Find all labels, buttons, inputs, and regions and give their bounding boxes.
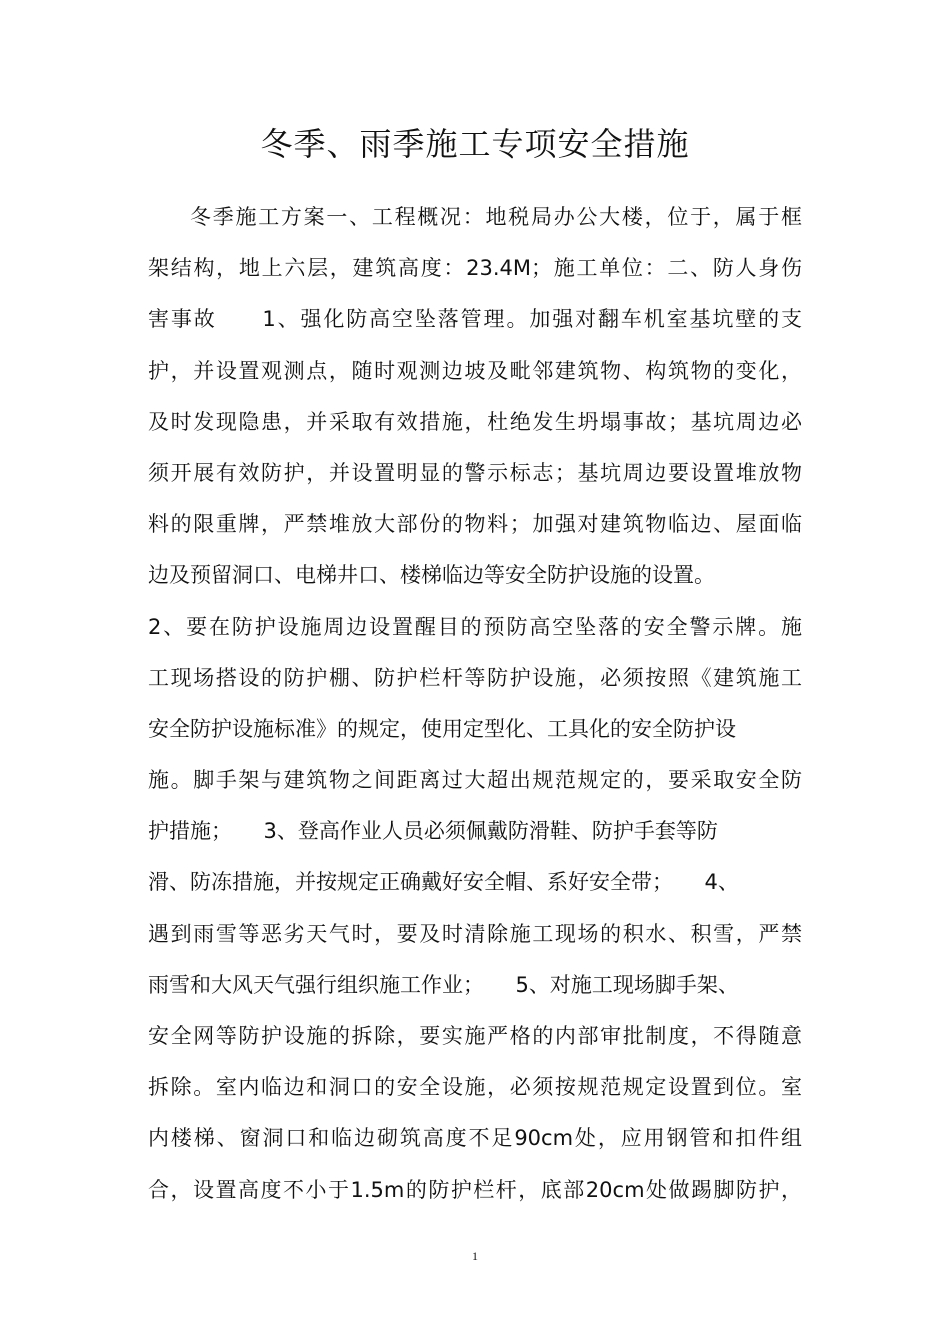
body-line-18: 拆除。室内临边和洞口的安全设施，必须按规范规定设置到位。室 (148, 1075, 802, 1100)
body-line-13: 护措施； 3、登高作业人员必须佩戴防滑鞋、防护手套等防 (148, 819, 718, 844)
body-line-2: 架结构，地上六层，建筑高度：23.4M；施工单位：二、防人身伤 (148, 256, 802, 281)
body-line-19: 内楼梯、窗洞口和临边砌筑高度不足90cm处，应用钢管和扣件组 (148, 1126, 802, 1151)
body-line-20: 合，设置高度不小于1.5m的防护栏杆，底部20cm处做踢脚防护， (148, 1177, 802, 1202)
body-line-7: 料的限重牌，严禁堆放大部份的物料；加强对建筑物临边、屋面临 (148, 512, 802, 537)
body-line-1: 冬季施工方案一、工程概况：地税局办公大楼，位于，属于框 (190, 205, 802, 229)
body-line-9: 2、要在防护设施周边设置醒目的预防高空坠落的安全警示牌。施 (148, 614, 802, 639)
body-line-10: 工现场搭设的防护棚、防护栏杆等防护设施，必须按照《建筑施工 (148, 665, 802, 690)
body-line-3: 害事故 1、强化防高空坠落管理。加强对翻车机室基坑壁的支 (148, 307, 802, 332)
body-line-5: 及时发现隐患，并采取有效措施，杜绝发生坍塌事故；基坑周边必 (148, 409, 802, 434)
body-line-14: 滑、防冻措施，并按规定正确戴好安全帽、系好安全带； 4、 (148, 870, 739, 895)
document-title: 冬季、雨季施工专项安全措施 (260, 125, 690, 163)
body-line-15: 遇到雨雪等恶劣天气时，要及时清除施工现场的积水、积雪，严禁 (148, 921, 802, 946)
body-line-11: 安全防护设施标准》的规定，使用定型化、工具化的安全防护设 (148, 716, 736, 741)
body-line-12: 施。脚手架与建筑物之间距离过大超出规范规定的，要采取安全防 (148, 768, 802, 793)
body-line-8: 边及预留洞口、电梯井口、楼梯临边等安全防护设施的设置。 (148, 563, 715, 588)
body-line-16: 雨雪和大风天气强行组织施工作业； 5、对施工现场脚手架、 (148, 972, 739, 997)
body-line-17: 安全网等防护设施的拆除，要实施严格的内部审批制度，不得随意 (148, 1024, 802, 1048)
body-line-6: 须开展有效防护，并设置明显的警示标志；基坑周边要设置堆放物 (148, 460, 802, 485)
document-body (148, 192, 802, 1216)
body-line-4: 护，并设置观测点，随时观测边坡及毗邻建筑物、构筑物的变化， (148, 358, 802, 383)
page-number: 1 (472, 1249, 478, 1263)
